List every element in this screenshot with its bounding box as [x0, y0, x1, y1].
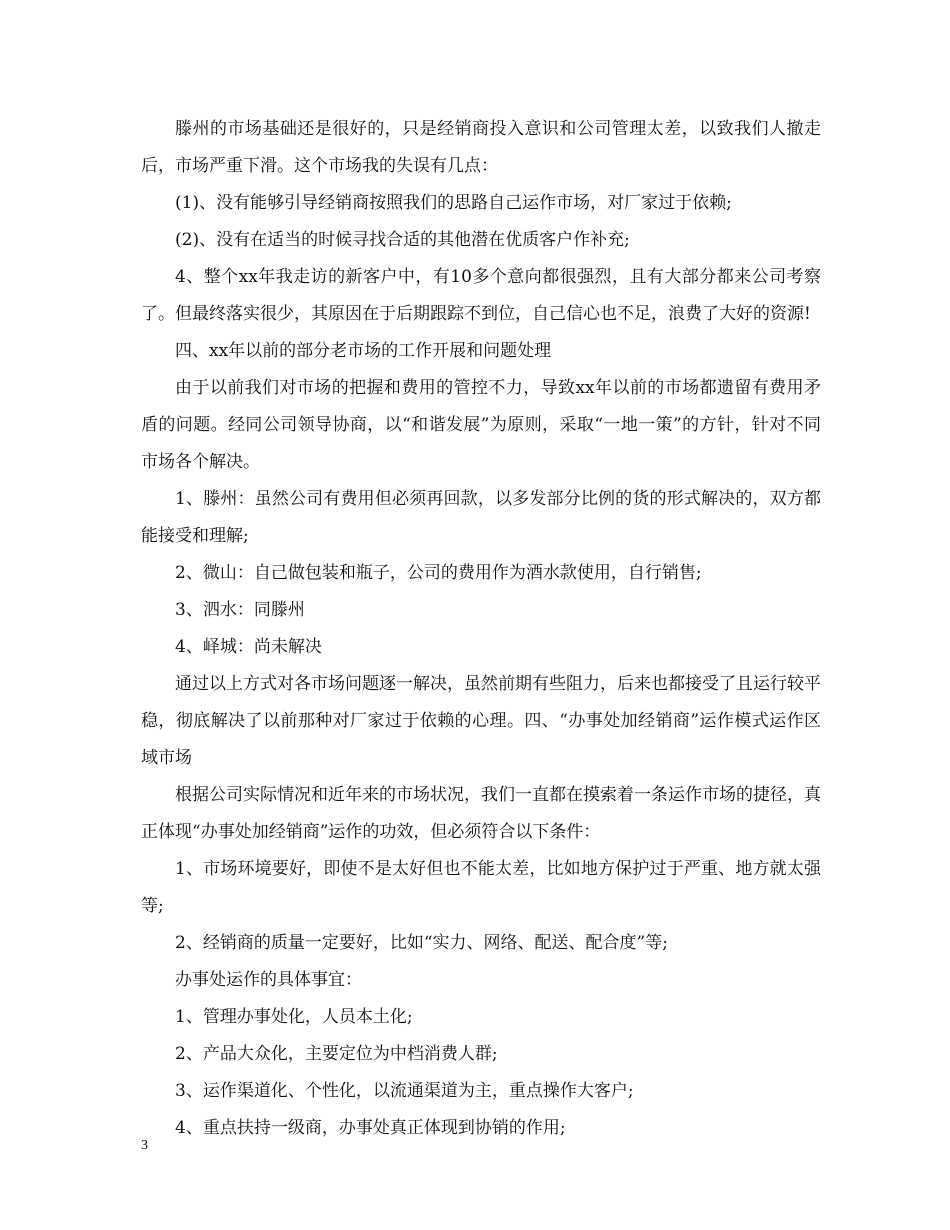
list-item: 3、泗水：同滕州: [175, 600, 305, 620]
list-item: 1、管理办事处化，人员本土化;: [175, 1007, 413, 1027]
paragraph: 4、整个xx年我走访的新客户中，有10多个意向都很强烈，且有大部分都来公司考察了。但最终落实很少，其原因在于后期跟踪不到位，自己信心也不足，浪费了大好的资源!: [141, 267, 821, 324]
list-item: 4、峄城：尚未解决: [175, 637, 322, 657]
paragraph: 办事处运作的具体事宜：: [175, 970, 362, 990]
paragraph: (2)、没有在适当的时候寻找合适的其他潜在优质客户作补充;: [175, 230, 630, 250]
paragraph: 通过以上方式对各市场问题逐一解决，虽然前期有些阻力，后来也都接受了且运行较平稳，彻底解决了以前那种对厂家过于依赖的心理。四、“办事处加经销商”运作模式运作区域市场: [141, 674, 821, 768]
list-item: 4、重点扶持一级商，办事处真正体现到协销的作用;: [175, 1118, 566, 1138]
page-number: 3: [141, 1138, 148, 1153]
paragraph: 由于以前我们对市场的把握和费用的管控不力，导致xx年以前的市场都遗留有费用矛盾的问题。经同公司领导协商，以“和谐发展”为原则，采取“一地一策”的方针，针对不同市场各个解决。: [141, 378, 821, 472]
list-item: 1、滕州：虽然公司有费用但必须再回款，以多发部分比例的货的形式解决的，双方都能接受和理解;: [141, 489, 821, 546]
section-heading: 四、xx年以前的部分老市场的工作开展和问题处理: [175, 341, 552, 361]
list-item: 2、微山：自己做包装和瓶子，公司的费用作为酒水款使用，自行销售;: [175, 563, 702, 583]
paragraph: 根据公司实际情况和近年来的市场状况，我们一直都在摸索着一条运作市场的捷径，真正体现“办事处加经销商”运作的功效，但必须符合以下条件：: [141, 785, 821, 842]
list-item: 2、产品大众化，主要定位为中档消费人群;: [175, 1044, 498, 1064]
paragraph: (1)、没有能够引导经销商按照我们的思路自己运作市场，对厂家过于依赖;: [175, 193, 732, 213]
list-item: 3、运作渠道化、个性化，以流通渠道为主，重点操作大客户;: [175, 1081, 634, 1101]
list-item: 2、经销商的质量一定要好，比如“实力、网络、配送、配合度”等;: [175, 933, 668, 953]
list-item: 1、市场环境要好，即使不是太好但也不能太差，比如地方保护过于严重、地方就太强等;: [141, 859, 821, 916]
document-body: [141, 111, 821, 1147]
paragraph: 滕州的市场基础还是很好的，只是经销商投入意识和公司管理太差，以致我们人撤走后，市场严重下滑。这个市场我的失误有几点：: [141, 119, 821, 176]
